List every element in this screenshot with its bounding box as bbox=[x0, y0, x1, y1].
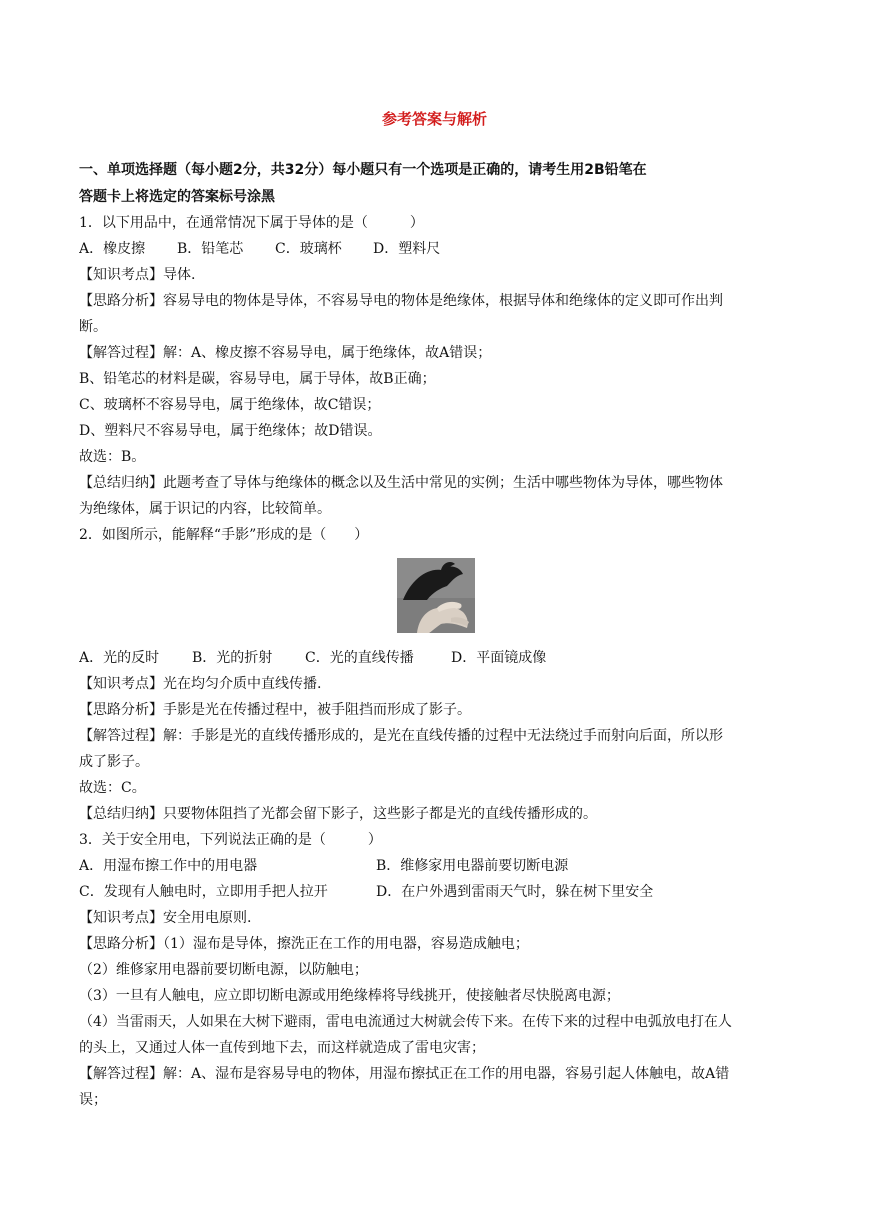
q1-option-a: A．橡皮擦 bbox=[79, 241, 146, 257]
q1-analysis-line-2: 断。 bbox=[79, 319, 107, 335]
hand-shadow-illustration bbox=[397, 558, 475, 633]
page-title: 参考答案与解析 bbox=[381, 110, 487, 128]
q2-process-line-2: 成了影子。 bbox=[79, 754, 149, 770]
q3-process-line-1: 【解答过程】解：A、湿布是容易导电的物体，用湿布擦拭正在工作的用电器，容易引起人体触电，故A错 bbox=[79, 1066, 730, 1082]
q1-knowledge: 【知识考点】导体. bbox=[79, 267, 196, 283]
q3-option-a: A．用湿布擦工作中的用电器 bbox=[79, 858, 258, 874]
section-heading-line-2: 答题卡上将选定的答案标号涂黑 bbox=[79, 189, 275, 205]
q2-option-d: D．平面镜成像 bbox=[451, 650, 547, 666]
q2-option-b: B．光的折射 bbox=[192, 650, 273, 666]
section-heading-line-1: 一、单项选择题（每小题2分，共32分）每小题只有一个选项是正确的，请考生用2B铅笔在 bbox=[79, 162, 647, 178]
q1-process-line-4: D、塑料尺不容易导电，属于绝缘体；故D错误。 bbox=[79, 423, 382, 439]
q3-option-c: C．发现有人触电时，立即用手把人拉开 bbox=[79, 884, 328, 900]
q3-analysis-line-5: 的头上，又通过人体一直传到地下去，而这样就造成了雷电灾害； bbox=[79, 1040, 485, 1056]
q1-summary-line-2: 为绝缘体，属于识记的内容，比较简单。 bbox=[79, 501, 331, 517]
q2-process-line-1: 【解答过程】解：手影是光的直线传播形成的，是光在直线传播的过程中无法绕过手而射向后面，所以形 bbox=[79, 728, 723, 744]
q3-option-b: B．维修家用电器前要切断电源 bbox=[376, 858, 569, 874]
q3-option-d: D．在户外遇到雷雨天气时，躲在树下里安全 bbox=[376, 884, 654, 900]
q2-option-c: C．光的直线传播 bbox=[305, 650, 414, 666]
q2-summary: 【总结归纳】只要物体阻挡了光都会留下影子，这些影子都是光的直线传播形成的。 bbox=[79, 806, 597, 822]
q2-answer: 故选：C。 bbox=[79, 780, 146, 796]
q1-analysis-line-1: 【思路分析】容易导电的物体是导体，不容易导电的物体是绝缘体，根据导体和绝缘体的定义即可作出判 bbox=[79, 293, 723, 309]
q3-analysis-line-4: （4）当雷雨天，人如果在大树下避雨，雷电电流通过大树就会传下来。在传下来的过程中电弧放电打在人 bbox=[79, 1014, 732, 1030]
q3-analysis-line-3: （3）一旦有人触电，应立即切断电源或用绝缘棒将导线挑开，使接触者尽快脱离电源； bbox=[79, 988, 620, 1004]
q3-options-row-2 bbox=[79, 879, 791, 905]
q1-process-line-1: 【解答过程】解：A、橡皮擦不容易导电，属于绝缘体，故A错误； bbox=[79, 345, 492, 361]
q1-summary-line-1: 【总结归纳】此题考查了导体与绝缘体的概念以及生活中常见的实例；生活中哪些物体为导体，哪些物体 bbox=[79, 475, 723, 491]
q1-process-line-3: C、玻璃杯不容易导电，属于绝缘体，故C错误； bbox=[79, 397, 381, 413]
q3-analysis-line-1: 【思路分析】（1）湿布是导体，擦洗正在工作的用电器，容易造成触电； bbox=[79, 936, 529, 952]
q1-answer: 故选：B。 bbox=[79, 449, 146, 465]
q1-process-line-2: B、铅笔芯的材料是碳，容易导电，属于导体，故B正确； bbox=[79, 371, 436, 387]
q2-analysis: 【思路分析】手影是光在传播过程中，被手阻挡而形成了影子。 bbox=[79, 702, 471, 718]
q1-option-d: D．塑料尺 bbox=[373, 241, 441, 257]
hand-shadow-image bbox=[397, 558, 475, 633]
q1-option-b: B．铅笔芯 bbox=[177, 241, 244, 257]
q3-options-row-1 bbox=[79, 853, 791, 879]
q3-knowledge: 【知识考点】安全用电原则. bbox=[79, 910, 252, 926]
q3-stem: 3．关于安全用电，下列说法正确的是（ ） bbox=[79, 832, 382, 848]
q1-stem: 1．以下用品中，在通常情况下属于导体的是（ ） bbox=[79, 215, 424, 231]
q2-knowledge: 【知识考点】光在均匀介质中直线传播. bbox=[79, 676, 322, 692]
q3-analysis-line-2: （2）维修家用电器前要切断电源，以防触电； bbox=[79, 962, 368, 978]
q2-options bbox=[79, 645, 791, 671]
q1-option-c: C．玻璃杯 bbox=[275, 241, 342, 257]
q1-options bbox=[79, 236, 791, 262]
q2-option-a: A．光的反时 bbox=[79, 650, 160, 666]
q3-process-line-2: 误； bbox=[79, 1092, 107, 1108]
q2-stem: 2．如图所示，能解释“手影”形成的是（ ） bbox=[79, 527, 369, 543]
